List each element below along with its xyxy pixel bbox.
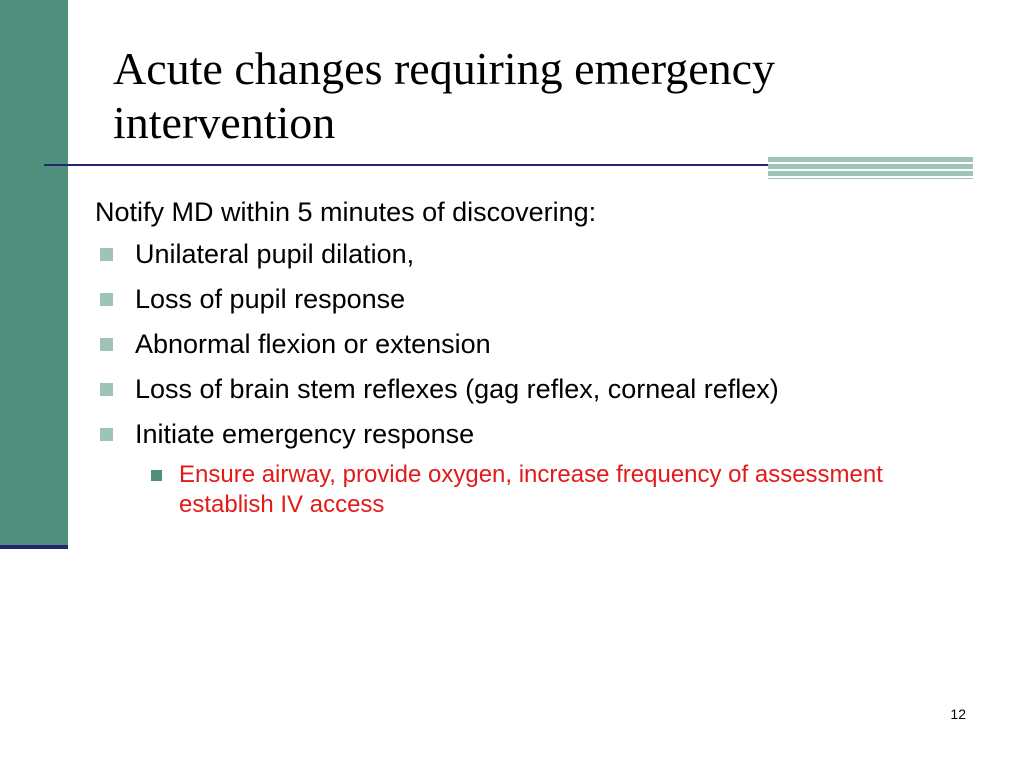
bullet-text: Initiate emergency response	[135, 419, 475, 449]
intro-text: Notify MD within 5 minutes of discovering:	[95, 197, 597, 227]
bullet-item	[95, 371, 955, 407]
slide-title: Acute changes requiring emergency intervention	[113, 43, 776, 148]
square-bullet-icon	[100, 428, 113, 441]
bullet-list	[95, 236, 955, 520]
bullet-item	[95, 326, 955, 362]
square-sub-bullet-icon	[151, 470, 162, 481]
page-number: 12	[950, 706, 966, 722]
square-bullet-icon	[100, 383, 113, 396]
bullet-item	[95, 416, 955, 520]
bullet-text: Loss of brain stem reflexes (gag reflex, corneal reflex)	[135, 374, 779, 404]
sub-bullet-list	[135, 460, 955, 520]
left-accent-bar	[0, 0, 68, 545]
square-bullet-icon	[100, 293, 113, 306]
bullet-text: Unilateral pupil dilation,	[135, 239, 415, 269]
square-bullet-icon	[100, 338, 113, 351]
bullet-text: Abnormal flexion or extension	[135, 329, 491, 359]
sub-bullet-text: Ensure airway, provide oxygen, increase frequency of assessment establish IV access	[179, 461, 883, 518]
title-stripes-decoration	[768, 157, 973, 179]
left-accent-underline	[0, 545, 68, 549]
square-bullet-icon	[100, 248, 113, 261]
bullet-item	[95, 236, 955, 272]
sub-bullet-item	[135, 460, 955, 520]
bullet-text: Loss of pupil response	[135, 284, 406, 314]
bullet-item	[95, 281, 955, 317]
slide-body	[95, 194, 955, 529]
